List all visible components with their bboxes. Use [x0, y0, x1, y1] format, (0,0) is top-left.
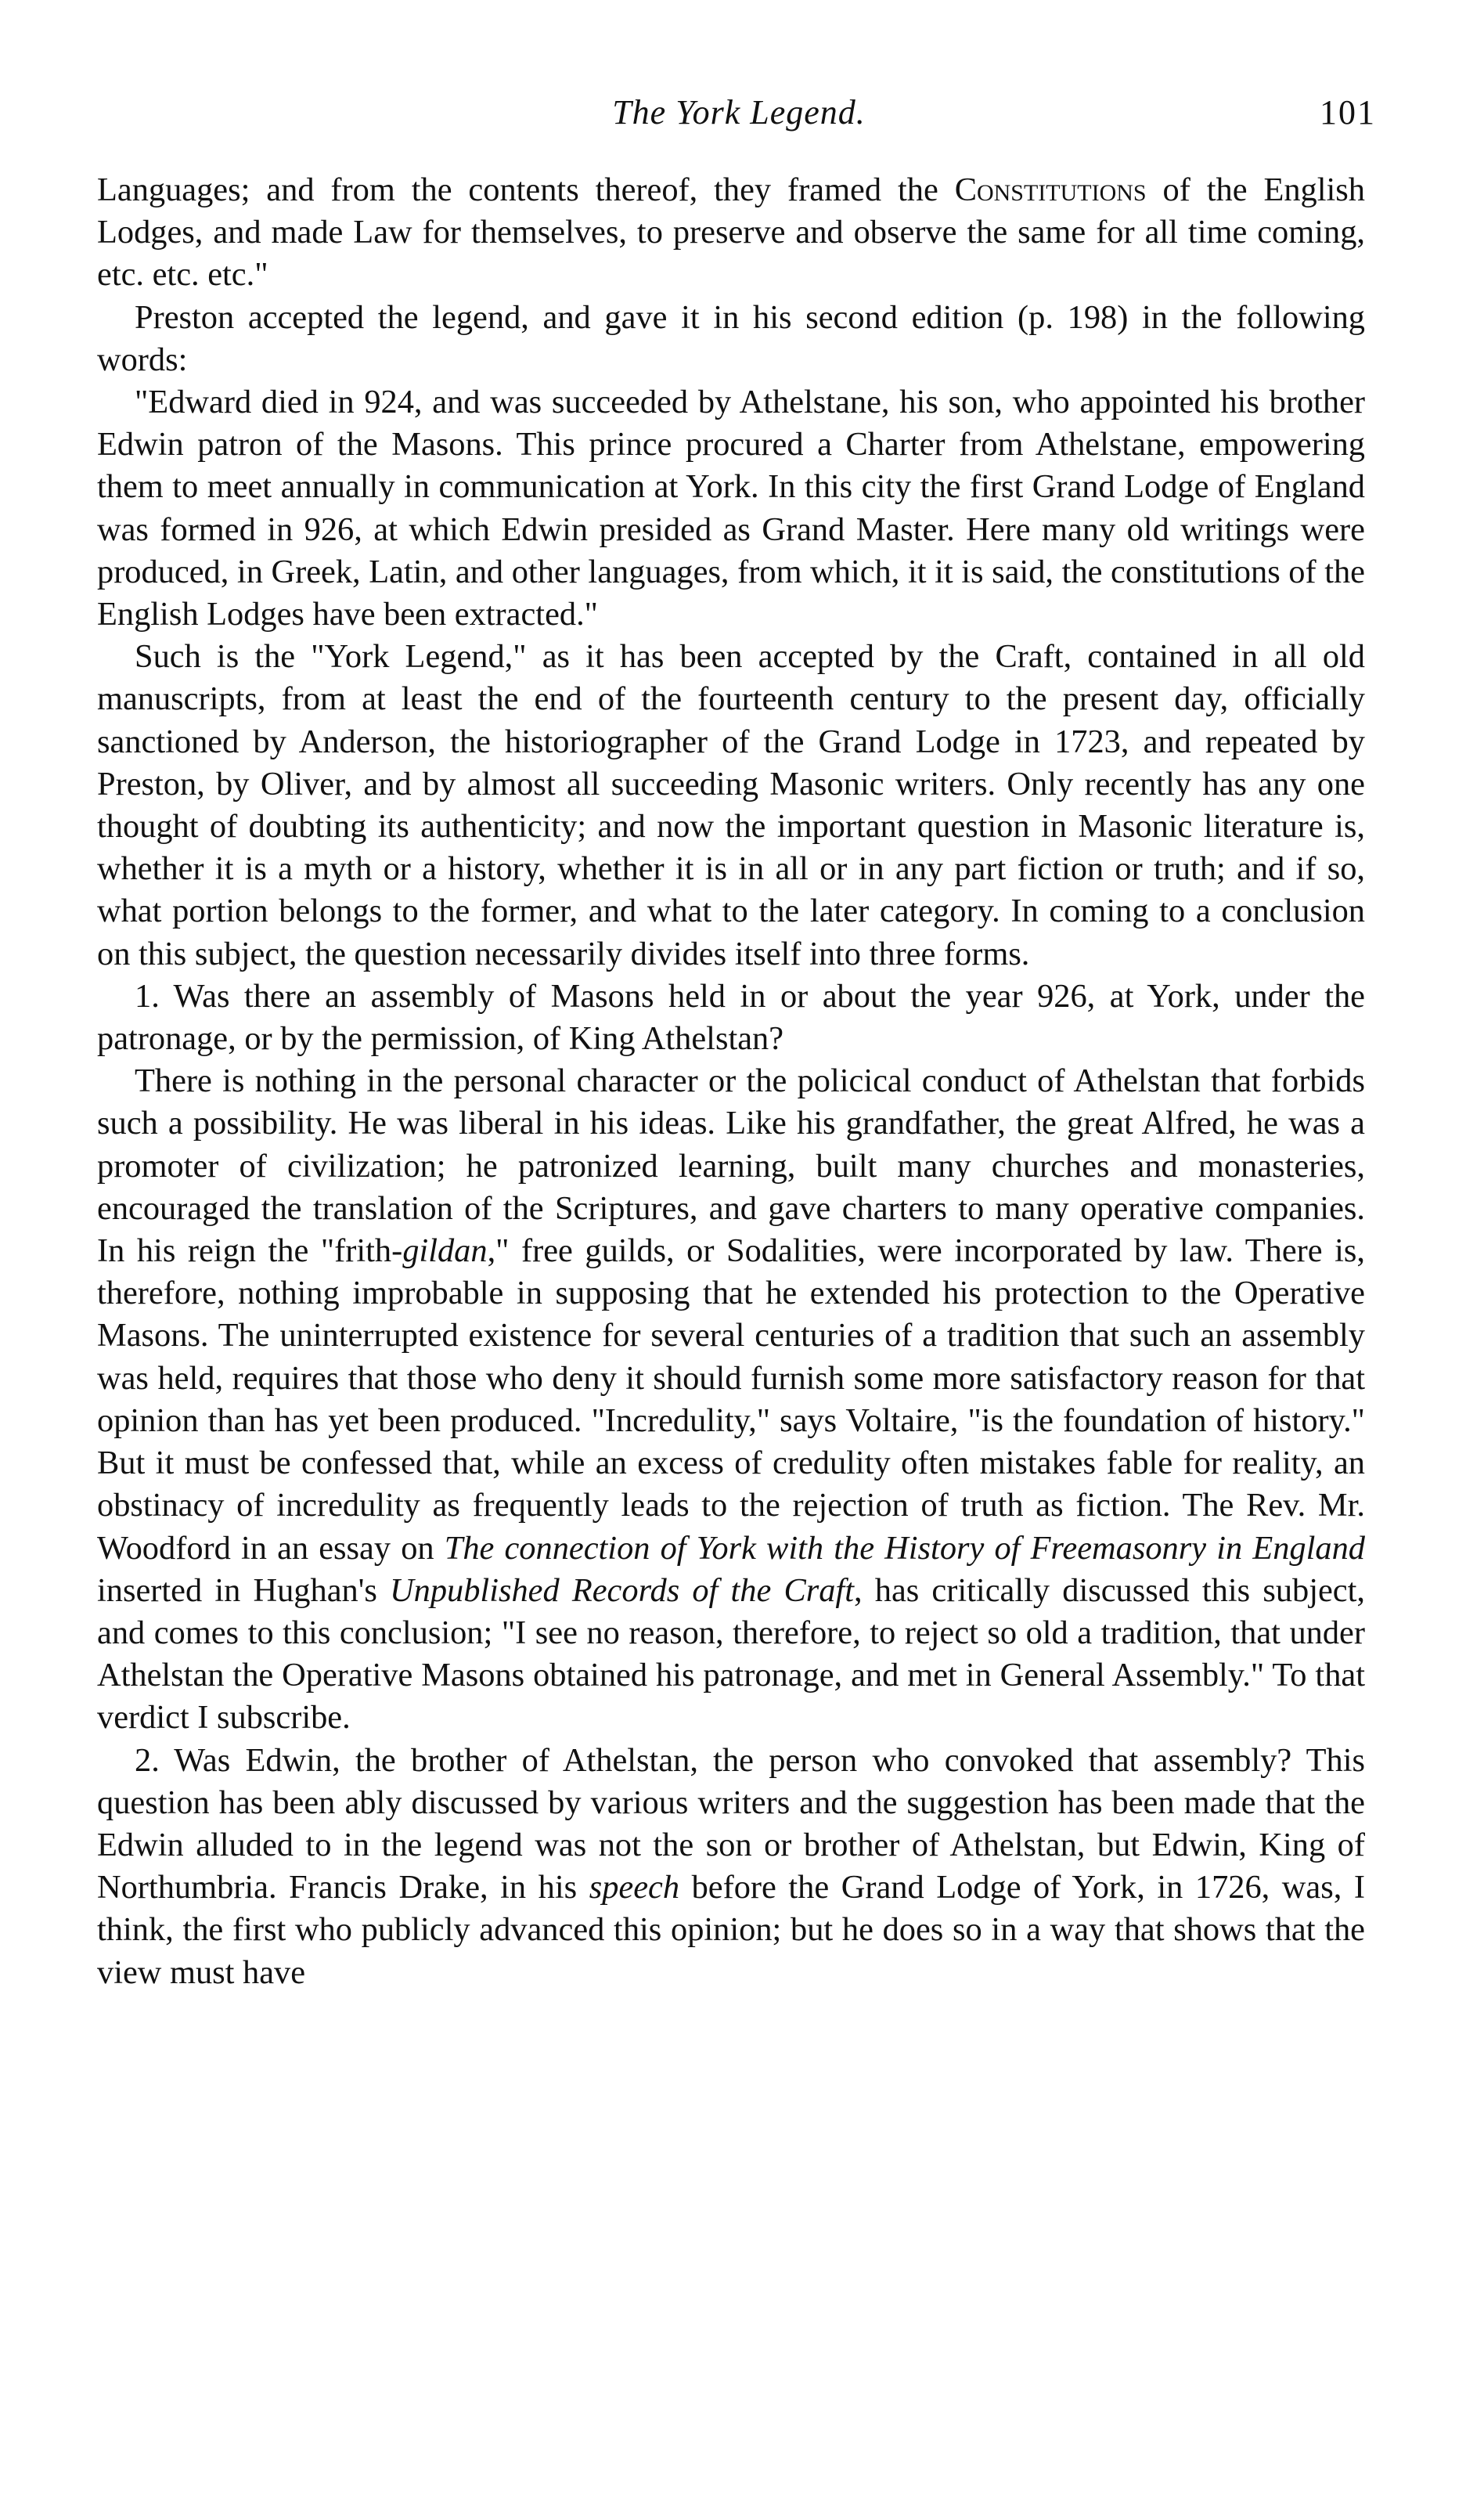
numbered-question [97, 976, 1365, 1060]
block-quote [97, 381, 1365, 636]
text-run: , has critically discussed this subject, and comes to this conclusion; "I see no reason, therefore, to reject so old a tradition, that under Athelstan the Operative Masons obtained his patronage, and met in General Assembly." To that verdict I subscribe. [97, 1571, 1365, 1737]
text-run: inserted in Hughan's [97, 1571, 391, 1609]
italic-text: Unpublished Records of the Craft [390, 1571, 854, 1609]
paragraph [97, 297, 1365, 381]
numbered-question [97, 1740, 1365, 1994]
text-run: "Edward died in 924, and was succeeded by Athelstane, his son, who appointed his brother Edwin patron of the Masons. This prince procured a Charter from Athelstane, empowering them to meet annually in communication at York. In this city the first Grand Lodge of England was formed in 926, at which Edwin presided as Grand Master. Here many old writings were produced, in Greek, Latin, and other languages, from which, it it is said, the constitutions of the English Lodges have been extracted." [97, 384, 1365, 633]
body-text [97, 169, 1365, 1994]
paragraph [97, 169, 1365, 297]
paragraph [97, 1060, 1365, 1739]
small-caps-text: Constitutions [954, 171, 1147, 208]
page-number: 101 [1320, 93, 1376, 132]
text-run: Preston accepted the legend, and gave it in his second edition (p. 198) in the following words: [97, 298, 1365, 378]
text-run: before the Grand Lodge of York, in 1726, was, I think, the first who publicly advanced this opinion; but he does so in a way that shows that the view must have [97, 1869, 1365, 1991]
italic-text: gildan [402, 1232, 488, 1270]
text-run: of the English Lodges, and made Law for themselves, to preserve and observe the same for all time coming, etc. etc. etc." [97, 171, 1365, 294]
paragraph [97, 636, 1365, 976]
italic-text: The connection of York with the History of Freemasonry in England [444, 1529, 1365, 1567]
text-run: Such is the "York Legend," as it has been accepted by the Craft, contained in all old manuscripts, from at least the end of the fourteenth century to the present day, officially sanctioned by Anderson, the historiographer of the Grand Lodge in 1723, and repeated by Preston, by Oliver, and by almost all succeeding Masonic writers. Only recently has any one thought of doubting its authenticity; and now the important question in Masonic literature is, whether it is a myth or a history, whether it is in all or in any part fiction or truth; and if so, what portion belongs to the former, and what to the later category. In coming to a conclusion on this subject, the question necessarily divides itself into three forms. [97, 638, 1365, 972]
italic-text: speech [589, 1869, 680, 1906]
page-header [97, 92, 1381, 139]
running-title: The York Legend. [612, 93, 866, 132]
text-run: 2. Was Edwin, the brother of Athelstan, the person who convoked that assembly? This question has been ably discussed by various writers and the suggestion has been made that the Edwin alluded to in the legend was not the son or brother of Athelstan, but Edwin, King of Northumbria. Francis Drake, in his [97, 1741, 1365, 1906]
text-run: 1. Was there an assembly of Masons held in or about the year 926, at York, under the patronage, or by the permission, of King Athelstan? [97, 977, 1365, 1058]
text-run: There is nothing in the personal character or the policical conduct of Athelstan that forbids such a possibility. He was liberal in his ideas. Like his grandfather, the great Alfred, he was a promoter of civilization; he patronized learning, built many churches and monasteries, encouraged the translation of the Scriptures, and gave charters to many operative companies. In his reign the "frith- [97, 1062, 1365, 1270]
text-run: Languages; and from the contents thereof, they framed the [97, 171, 955, 208]
text-run: ," free guilds, or Sodalities, were incorporated by law. There is, therefore, nothing improbable in supposing that he extended his protection to the Operative Masons. The uninterrupted existence for several centuries of a tradition that such an assembly was held, requires that those who deny it should furnish some more satisfactory reason for that opinion than has yet been produced. "Incredulity," says Voltaire, "is the foundation of history." But it must be confessed that, while an excess of credulity often mistakes fable for reality, an obstinacy of incredulity as frequently leads to the rejection of truth as fiction. The Rev. Mr. Woodford in an essay on [97, 1232, 1365, 1567]
